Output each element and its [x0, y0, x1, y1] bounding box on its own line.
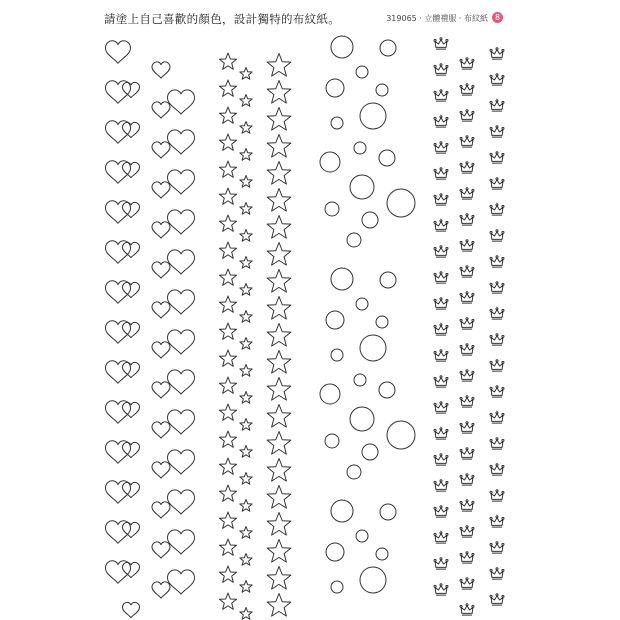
circle-icon: [331, 500, 353, 522]
star-icon: [267, 351, 291, 374]
crown-icon: [490, 464, 504, 475]
star-icon: [240, 392, 252, 404]
star-icon: [219, 485, 236, 501]
star-icon: [267, 135, 291, 158]
heart-icon: [123, 562, 140, 577]
circle-icon: [362, 444, 378, 460]
crown-icon: [434, 324, 448, 335]
star-icon: [240, 230, 252, 242]
circle-icon: [331, 36, 353, 58]
star-icon: [240, 122, 252, 134]
crown-icon: [434, 454, 448, 465]
star-icon: [240, 95, 252, 107]
heart-icon: [106, 81, 131, 104]
crown-icon: [460, 552, 474, 563]
star-icon: [240, 500, 252, 512]
crown-icon: [490, 386, 504, 397]
crown-icon: [460, 240, 474, 251]
circle-icon: [356, 298, 368, 310]
star-icon: [240, 608, 252, 620]
crown-icon: [490, 48, 504, 59]
star-icon: [240, 203, 252, 215]
circle-icon: [326, 311, 344, 329]
circle-icon: [350, 407, 374, 431]
circle-icon: [331, 581, 343, 593]
heart-icon: [168, 370, 195, 394]
star-icon: [219, 539, 236, 555]
crown-icon: [460, 500, 474, 511]
heart-icon: [168, 170, 195, 194]
circle-icon: [356, 66, 368, 78]
heart-icon: [123, 402, 140, 417]
heart-icon: [123, 82, 140, 97]
crown-icon: [490, 178, 504, 189]
crown-icon: [490, 594, 504, 605]
star-icon: [219, 431, 236, 447]
star-icon: [267, 162, 291, 185]
star-icon: [219, 188, 236, 204]
crown-icon: [460, 84, 474, 95]
star-icon: [267, 459, 291, 482]
crown-icon: [460, 188, 474, 199]
circle-icon: [360, 103, 386, 129]
crown-icon: [460, 578, 474, 589]
circle-icon: [331, 117, 343, 129]
star-icon: [240, 446, 252, 458]
crown-icon: [490, 230, 504, 241]
heart-icon: [152, 102, 170, 118]
heart-icon: [123, 242, 140, 257]
heart-icon: [123, 322, 140, 337]
circle-icon: [331, 349, 343, 361]
crown-icon: [490, 360, 504, 371]
star-icon: [240, 527, 252, 539]
crown-icon: [460, 292, 474, 303]
heart-icon: [152, 182, 170, 198]
circle-icon: [350, 175, 374, 199]
heart-icon: [152, 462, 170, 478]
circle-icon: [356, 530, 368, 542]
heart-icon: [106, 441, 131, 464]
star-icon: [240, 554, 252, 566]
circle-icon: [380, 504, 396, 520]
heart-icon: [123, 482, 140, 497]
crown-icon: [460, 422, 474, 433]
heart-icon: [123, 122, 140, 137]
crown-icon: [490, 334, 504, 345]
crown-icon: [460, 162, 474, 173]
crown-icon: [460, 370, 474, 381]
crown-icon: [434, 64, 448, 75]
star-icon: [267, 567, 291, 590]
crown-icon: [460, 266, 474, 277]
crown-icon: [434, 38, 448, 49]
heart-icon: [168, 330, 195, 354]
crown-icon: [460, 474, 474, 485]
star-icon: [219, 350, 236, 366]
heart-icon: [123, 282, 140, 297]
star-icon: [240, 338, 252, 350]
crown-icon: [434, 376, 448, 387]
crown-icon: [434, 350, 448, 361]
crown-icon: [434, 246, 448, 257]
heart-icon: [123, 202, 140, 217]
circle-icon: [331, 268, 353, 290]
heart-icon: [152, 502, 170, 518]
star-icon: [267, 81, 291, 104]
heart-icon: [152, 62, 170, 78]
circle-icon: [376, 548, 388, 560]
heart-icon: [106, 521, 131, 544]
circle-icon: [320, 384, 340, 404]
circle-icon: [354, 142, 366, 154]
circle-icon: [387, 421, 415, 449]
heart-icon: [168, 250, 195, 274]
star-icon: [267, 54, 291, 77]
crown-icon: [490, 256, 504, 267]
heart-icon: [168, 530, 195, 554]
star-icon: [240, 257, 252, 269]
crown-icon: [434, 298, 448, 309]
star-icon: [219, 593, 236, 609]
heart-icon: [168, 90, 195, 114]
heart-icon: [123, 362, 140, 377]
crown-icon: [434, 558, 448, 569]
crown-icon: [460, 214, 474, 225]
star-icon: [219, 512, 236, 528]
heart-icon: [106, 281, 131, 304]
star-icon: [240, 473, 252, 485]
heart-icon: [123, 162, 140, 177]
crown-icon: [434, 506, 448, 517]
star-icon: [219, 242, 236, 258]
heart-icon: [106, 121, 131, 144]
circle-icon: [325, 434, 339, 448]
star-icon: [267, 378, 291, 401]
crown-icon: [434, 480, 448, 491]
star-icon: [267, 216, 291, 239]
crown-icon: [460, 318, 474, 329]
heart-icon: [152, 302, 170, 318]
heart-icon: [152, 342, 170, 358]
heart-icon: [152, 542, 170, 558]
star-icon: [267, 432, 291, 455]
circle-icon: [360, 567, 386, 593]
heart-icon: [168, 490, 195, 514]
circle-icon: [347, 233, 361, 247]
crown-icon: [490, 438, 504, 449]
star-icon: [219, 107, 236, 123]
heart-icon: [106, 41, 131, 64]
heart-icon: [168, 450, 195, 474]
crown-icon: [490, 412, 504, 423]
crown-icon: [490, 308, 504, 319]
star-icon: [240, 149, 252, 161]
crown-icon: [490, 204, 504, 215]
heart-icon: [106, 401, 131, 424]
crown-icon: [460, 344, 474, 355]
crown-icon: [460, 58, 474, 69]
crown-icon: [434, 272, 448, 283]
crown-icon: [434, 584, 448, 595]
heart-icon: [106, 161, 131, 184]
circle-icon: [379, 382, 395, 398]
star-icon: [219, 458, 236, 474]
circle-icon: [320, 152, 340, 172]
crown-icon: [490, 100, 504, 111]
star-icon: [240, 581, 252, 593]
crown-icon: [490, 282, 504, 293]
heart-icon: [168, 410, 195, 434]
star-icon: [267, 324, 291, 347]
circle-icon: [379, 150, 395, 166]
star-icon: [267, 486, 291, 509]
heart-icon: [168, 130, 195, 154]
circle-icon: [325, 202, 339, 216]
heart-icon: [123, 522, 140, 537]
star-icon: [267, 189, 291, 212]
crown-icon: [460, 526, 474, 537]
heart-icon: [152, 422, 170, 438]
crown-icon: [490, 490, 504, 501]
star-icon: [267, 513, 291, 536]
crown-icon: [434, 194, 448, 205]
crown-icon: [460, 136, 474, 147]
star-icon: [267, 297, 291, 320]
star-icon: [219, 161, 236, 177]
crown-icon: [460, 110, 474, 121]
crown-icon: [460, 448, 474, 459]
crown-icon: [490, 568, 504, 579]
circle-icon: [380, 40, 396, 56]
star-icon: [219, 215, 236, 231]
star-icon: [240, 419, 252, 431]
crown-icon: [490, 126, 504, 137]
crown-icon: [434, 402, 448, 413]
heart-icon: [123, 442, 140, 457]
star-icon: [267, 243, 291, 266]
star-icon: [219, 53, 236, 69]
heart-icon: [152, 382, 170, 398]
star-icon: [240, 365, 252, 377]
page-number-badge: 8: [492, 12, 503, 23]
heart-icon: [152, 262, 170, 278]
star-icon: [267, 594, 291, 617]
heart-icon: [152, 582, 170, 598]
heart-icon: [106, 201, 131, 224]
heart-icon: [106, 241, 131, 264]
star-icon: [219, 296, 236, 312]
star-icon: [219, 134, 236, 150]
heart-icon: [168, 290, 195, 314]
star-icon: [219, 566, 236, 582]
instruction-text: 請塗上自己喜歡的顏色，設計獨特的布紋紙。: [104, 12, 340, 26]
circle-icon: [376, 316, 388, 328]
heart-icon: [152, 222, 170, 238]
circle-icon: [354, 374, 366, 386]
crown-icon: [434, 220, 448, 231]
crown-icon: [490, 152, 504, 163]
heart-icon: [106, 321, 131, 344]
heart-icon: [106, 361, 131, 384]
crown-icon: [434, 532, 448, 543]
star-icon: [219, 80, 236, 96]
heart-icon: [168, 210, 195, 234]
crown-icon: [490, 516, 504, 527]
circle-icon: [387, 189, 415, 217]
crown-icon: [434, 90, 448, 101]
star-icon: [267, 270, 291, 293]
heart-icon: [168, 570, 195, 594]
heart-icon: [106, 561, 131, 584]
circle-icon: [376, 84, 388, 96]
crown-icon: [434, 142, 448, 153]
crown-icon: [434, 428, 448, 439]
crown-icon: [490, 74, 504, 85]
star-icon: [240, 311, 252, 323]
circle-icon: [326, 79, 344, 97]
crown-icon: [490, 542, 504, 553]
heart-icon: [123, 602, 140, 617]
circle-icon: [380, 272, 396, 288]
star-icon: [219, 404, 236, 420]
circle-icon: [362, 212, 378, 228]
star-icon: [240, 176, 252, 188]
circle-icon: [360, 335, 386, 361]
heart-icon: [106, 481, 131, 504]
circle-icon: [326, 543, 344, 561]
heart-icon: [152, 142, 170, 158]
star-icon: [267, 108, 291, 131]
star-icon: [240, 284, 252, 296]
star-icon: [267, 540, 291, 563]
crown-icon: [460, 396, 474, 407]
star-icon: [219, 323, 236, 339]
crown-icon: [434, 168, 448, 179]
crown-icon: [434, 116, 448, 127]
crown-icon: [460, 604, 474, 615]
circle-icon: [347, 465, 361, 479]
star-icon: [219, 377, 236, 393]
star-icon: [240, 68, 252, 80]
star-icon: [219, 269, 236, 285]
book-code: 319065 · 立體禮服 · 布紋紙: [386, 14, 488, 23]
star-icon: [267, 405, 291, 428]
